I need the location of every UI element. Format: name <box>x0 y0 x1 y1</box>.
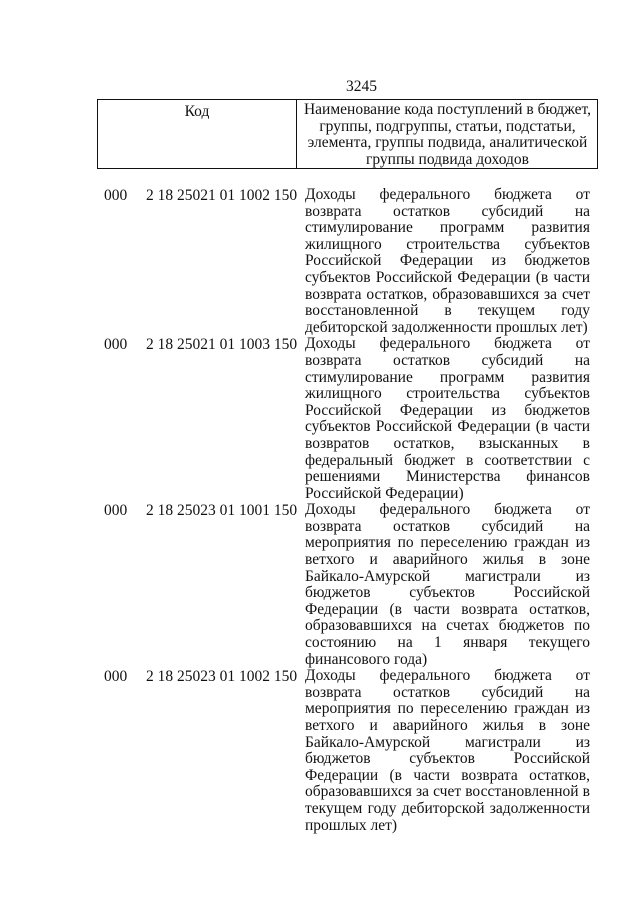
admin-code: 000 <box>104 502 128 520</box>
income-code: 2 18 25023 01 1002 150 <box>146 668 298 686</box>
income-code: 2 18 25021 01 1003 150 <box>146 336 298 354</box>
admin-code: 000 <box>104 336 128 354</box>
header-name-cell: Наименование кода поступлений в бюджет, группы, подгруппы, статьи, подстатьи, элемента, группы подвида, аналитической группы подвида доходов <box>303 101 592 168</box>
admin-code: 000 <box>104 187 128 204</box>
income-description: Доходы федерального бюджета от возврата остатков субсидий на стимулирование программ развития жилищного строительства субъектов Российской Федерации из бюджетов субъектов Российской Федерации (в части возвратов остатков, взысканных в федеральный бюджет в соответствии с решениями Министерства финансов Российской Федерации) <box>305 335 590 502</box>
income-code: 2 18 25023 01 1001 150 <box>146 502 298 520</box>
table-row <box>0 336 640 502</box>
header-code-cell: Код <box>98 100 297 168</box>
income-description: Доходы федерального бюджета от возврата остатков субсидий на мероприятия по переселению граждан из ветхого и аварийного жилья в зоне Байкало-Амурской магистрали из бюджетов субъектов Российской Федерации (в части возврата остатков, образовавшихся на счетах бюджетов по состоянию на 1 января текущего финансового года) <box>305 501 590 668</box>
admin-code: 000 <box>104 668 128 686</box>
table-row <box>0 187 640 336</box>
income-code: 2 18 25021 01 1002 150 <box>146 187 298 204</box>
table-row <box>0 502 640 668</box>
page-number: 3245 <box>346 78 377 95</box>
income-description: Доходы федерального бюджета от возврата остатков субсидий на мероприятия по переселению граждан из ветхого и аварийного жилья в зоне Байкало-Амурской магистрали из бюджетов субъектов Российской Федерации (в части возврата остатков, образовавшихся за счет восстановленной в текущем году дебиторской задолженности прошлых лет) <box>305 667 590 834</box>
table-row <box>0 668 640 834</box>
income-description: Доходы федерального бюджета от возврата остатков субсидий на стимулирование программ развития жилищного строительства субъектов Российской Федерации из бюджетов субъектов Российской Федерации (в части возврата остатков, образовавшихся за счет восстановленной в текущем году дебиторской задолженности прошлых лет) <box>305 186 590 336</box>
header-table <box>97 99 598 169</box>
income-codes-list <box>0 187 640 834</box>
